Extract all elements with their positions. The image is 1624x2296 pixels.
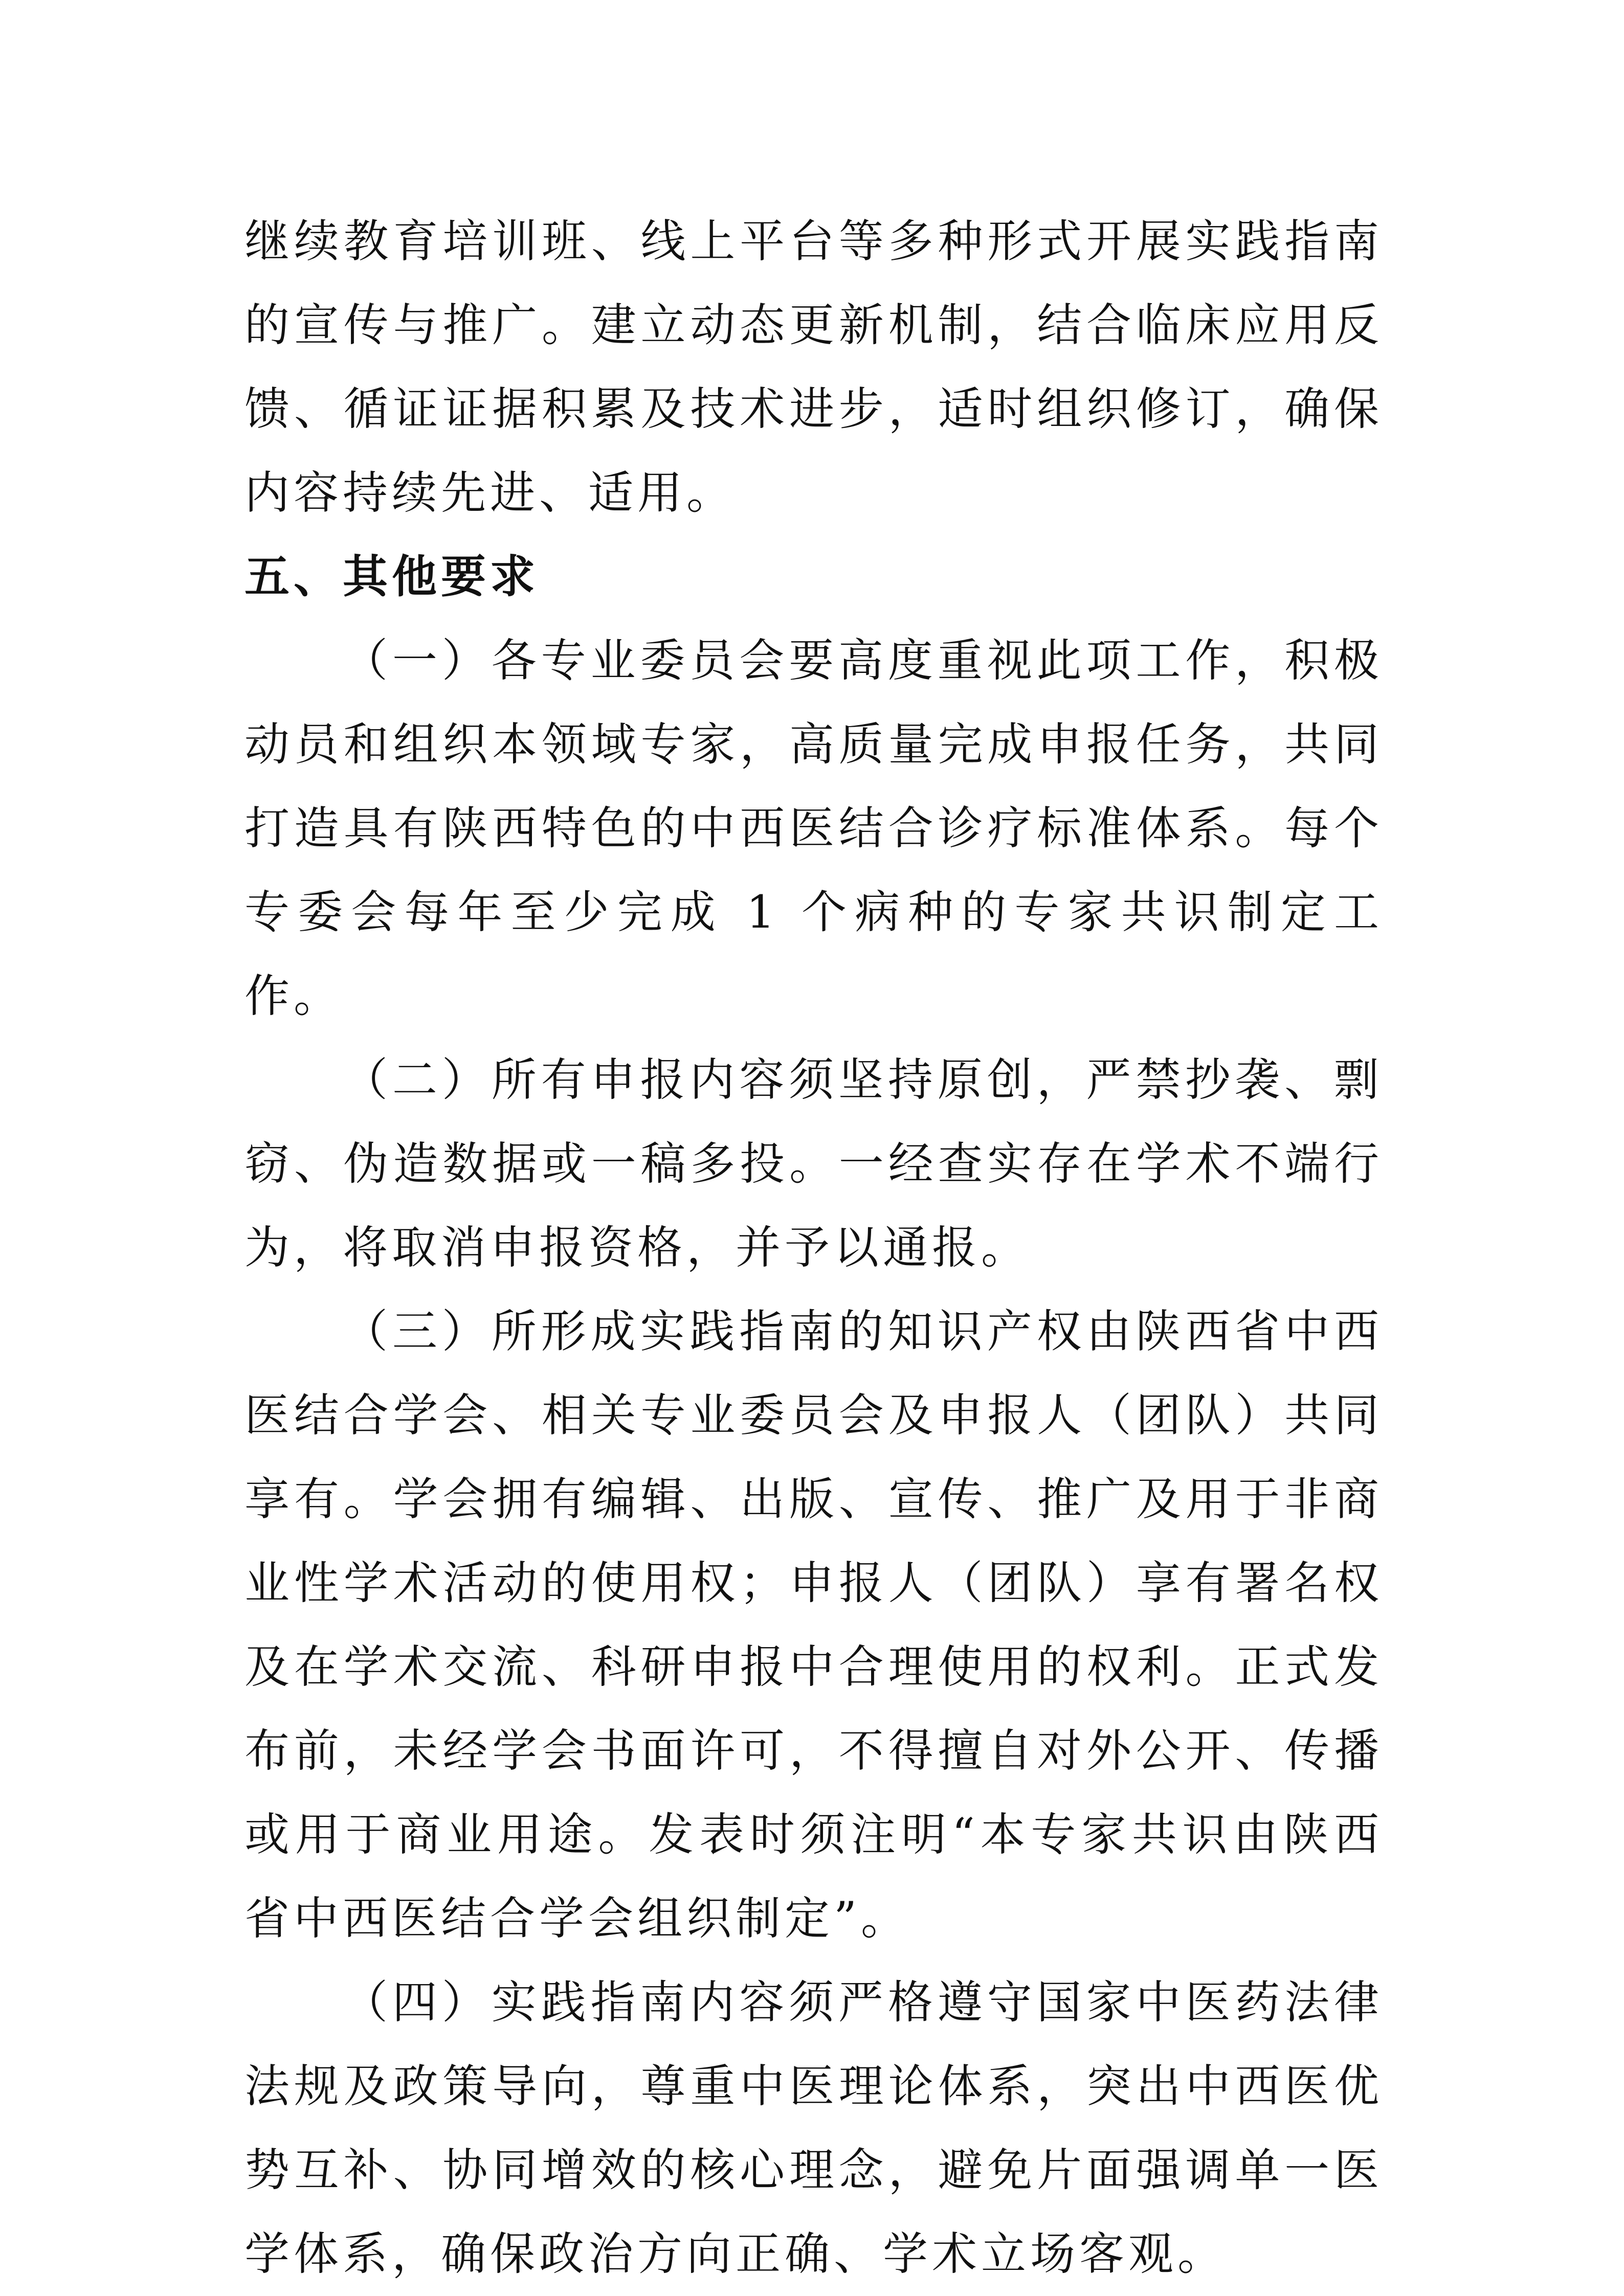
requirement-item-3: （三）所形成实践指南的知识产权由陕西省中西医结合学会、相关专业委员会及申报人（团队）共同享有。学会拥有编辑、出版、宣传、推广及用于非商业性学术活动的使用权；申报人（团队）享有署名权及在学术交流、科研申报中合理使用的权利。正式发布前，未经学会书面许可，不得擅自对外公开、传播或用于商业用途。发表时须注明“本专家共识由陕西省中西医结合学会组织制定”。 xyxy=(244,1305,1383,1945)
continuation-paragraph: 继续教育培训班、线上平台等多种形式开展实践指南的宣传与推广。建立动态更新机制，结合临床应用反馈、循证证据积累及技术进步，适时组织修订，确保内容持续先进、适用。 xyxy=(244,215,1383,519)
section-heading: 五、其他要求 xyxy=(244,550,540,603)
document-body xyxy=(244,199,1383,2296)
requirement-item-2: （二）所有申报内容须坚持原创，严禁抄袭、剽窃、伪造数据或一稿多投。一经查实存在学术不端行为，将取消申报资格，并予以通报。 xyxy=(244,1053,1383,1274)
requirement-item-4: （四）实践指南内容须严格遵守国家中医药法律法规及政策导向，尊重中医理论体系，突出中西医优势互补、协同增效的核心理念，避免片面强调单一医学体系，确保政治方向正确、学术立场客观。 xyxy=(244,1976,1383,2280)
requirement-item-1: （一）各专业委员会要高度重视此项工作，积极动员和组织本领域专家，高质量完成申报任务，共同打造具有陕西特色的中西医结合诊疗标准体系。每个专委会每年至少完成 1 个病种的专家共识制定工作。 xyxy=(244,634,1383,1022)
